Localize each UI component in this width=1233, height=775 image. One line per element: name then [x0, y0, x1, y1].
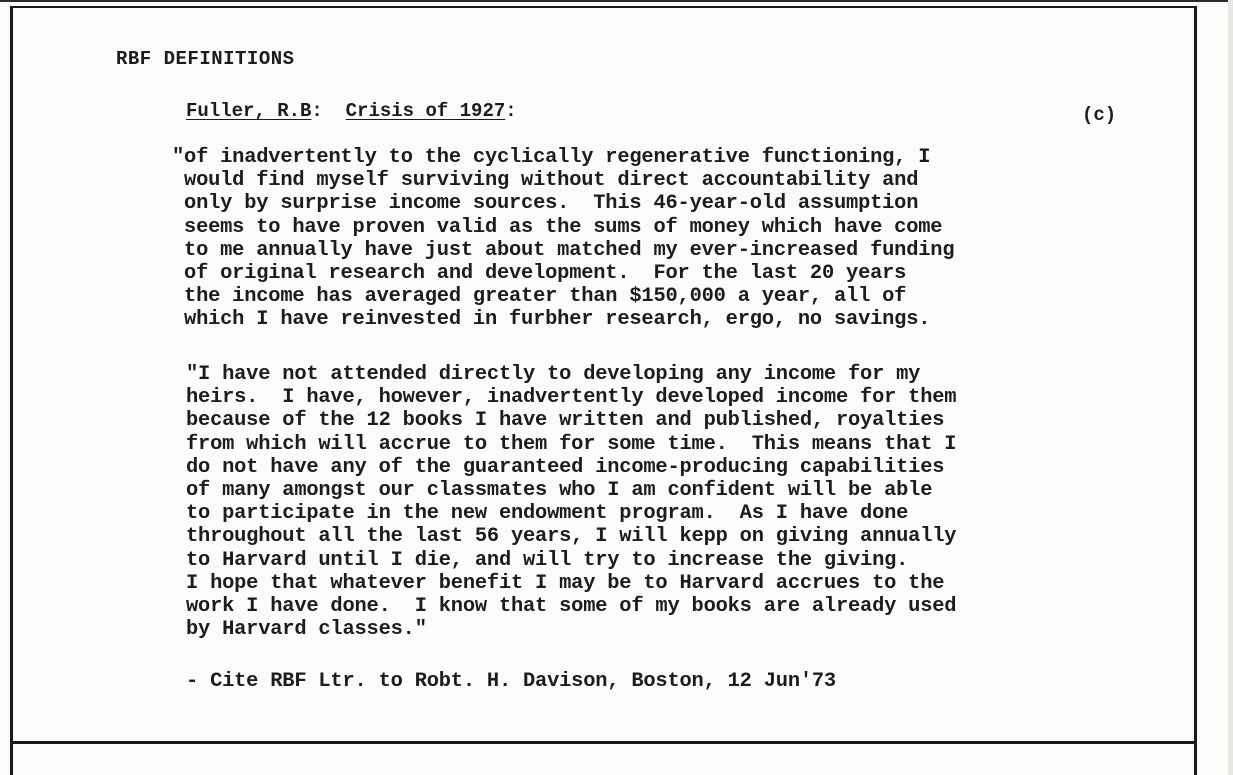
quote-paragraph-2: "I have not attended directly to developing any income for my heirs. I have, however, inadvertently developed income for them because of the 12 books I have written and published, royalties from which will accrue to them for some time. This means that I do not have any of the guaranteed income-producing capabilities of many amongst our classmates who I am confident will be able to participate in the new endowment program. As I have done throughout all the last 56 years, I will kepp on giving annually to Harvard until I die, and will try to increase the giving. I hope that whatever benefit I may be to Harvard accrues to the work I have done. I know that some of my books are already used by Harvard classes."	[186, 363, 957, 642]
top-edge-rule	[0, 0, 1233, 2]
quote-paragraph-1: "of inadvertently to the cyclically regenerative functioning, I would find myself surviving without direct accountability and only by surprise income sources. This 46-year-old assumption seems to have proven valid as the sums of money which have come to me annually have just about matched my ever-increased funding of original research and development. For the last 20 years the income has averaged greater than $150,000 a year, all of which I have reinvested in furbher research, ergo, no savings.	[172, 146, 955, 332]
author-name: Fuller, R.B	[186, 100, 312, 122]
next-card-right-edge	[1194, 744, 1197, 775]
topic-suffix: :	[505, 100, 517, 122]
card-title-line	[186, 100, 517, 122]
card-mark: (c)	[1082, 104, 1117, 126]
citation-line: - Cite RBF Ltr. to Robt. H. Davison, Boston, 12 Jun'73	[186, 670, 836, 693]
next-card-left-edge	[10, 744, 13, 775]
topic-title: Crisis of 1927	[345, 100, 506, 122]
title-separator: :	[311, 100, 323, 122]
scan-edge-strip	[1228, 0, 1233, 775]
card-header: RBF DEFINITIONS	[116, 48, 295, 70]
